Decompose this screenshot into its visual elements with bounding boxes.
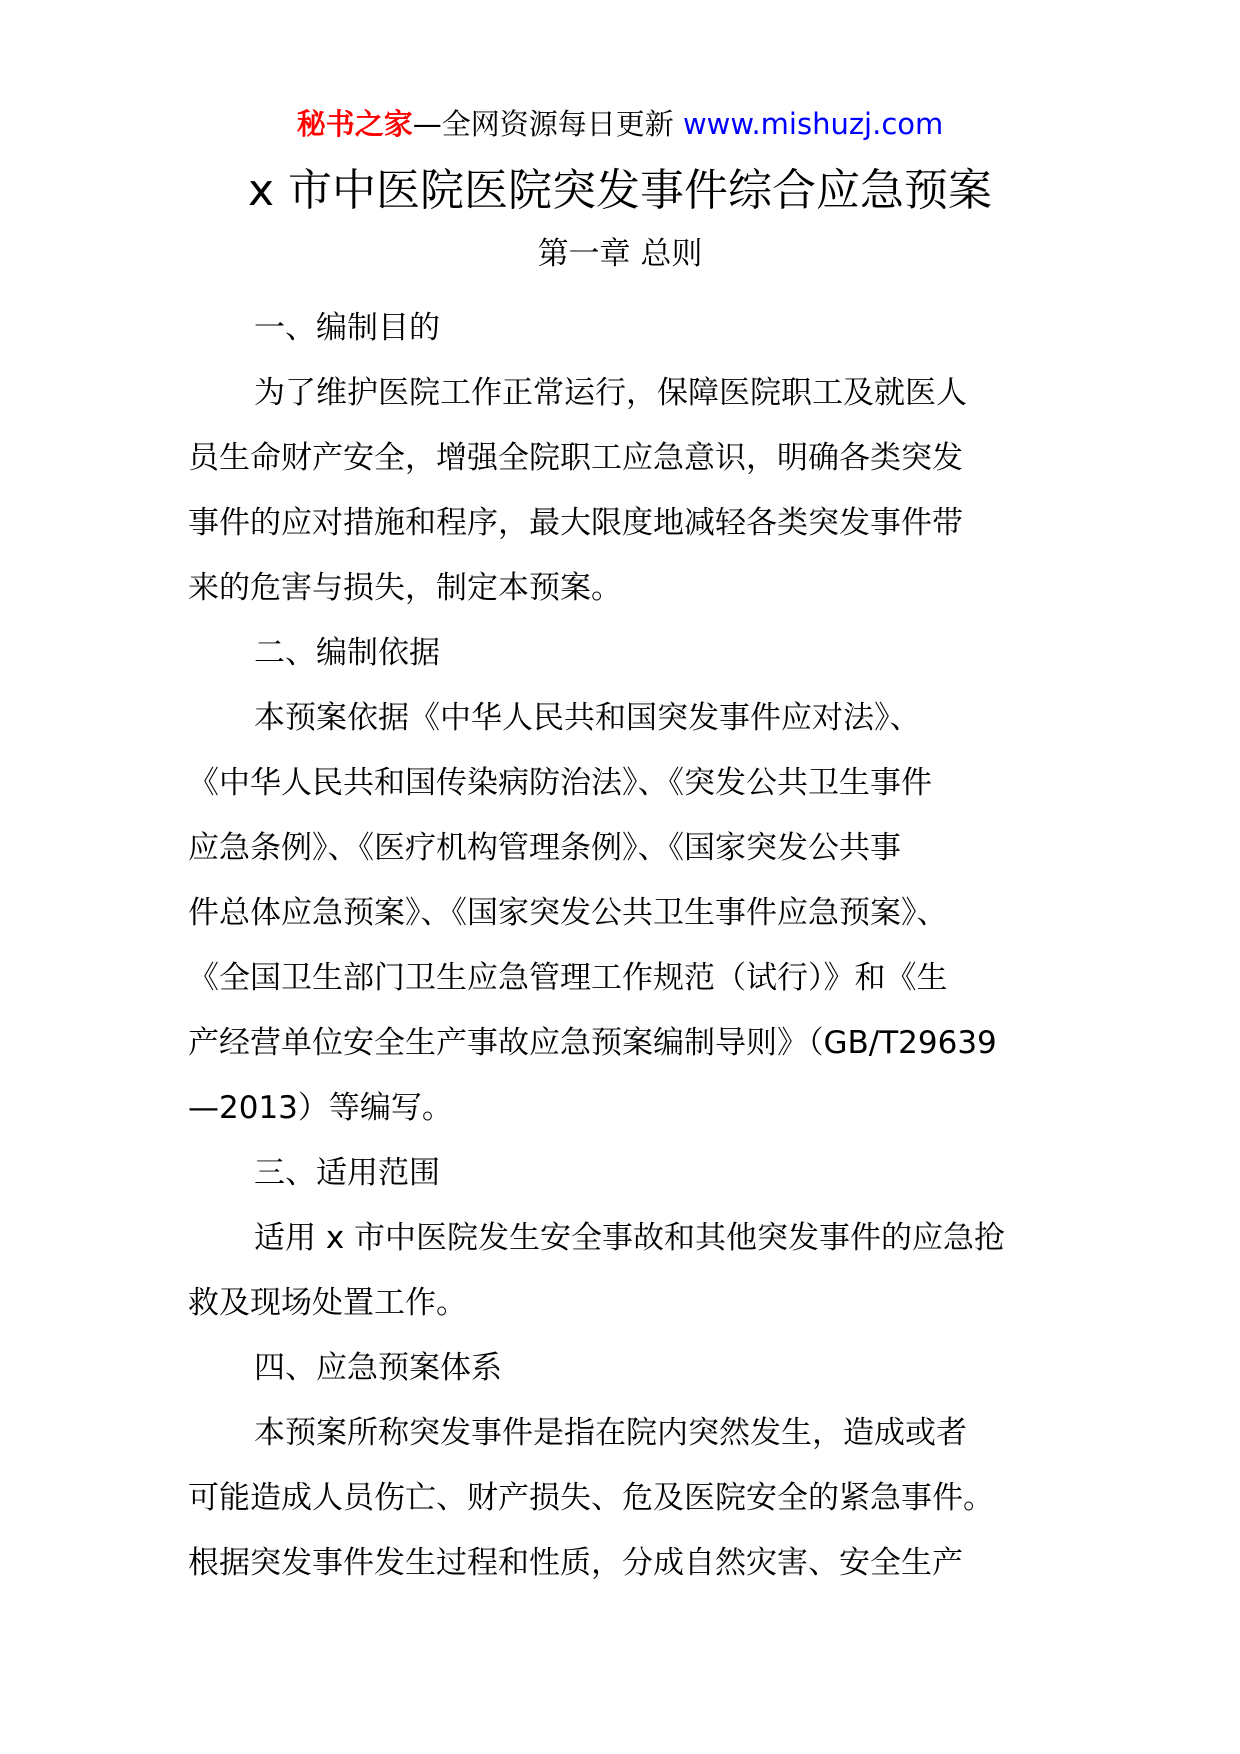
paragraph-line: 可能造成人员伤亡、财产损失、危及医院安全的紧急事件。: [188, 1480, 994, 1516]
section-heading: 二、编制依据: [254, 635, 440, 671]
paragraph-line: 件总体应急预案》、《国家突发公共卫生事件应急预案》、: [188, 895, 948, 931]
banner-site-url[interactable]: www.mishuzj.com: [682, 107, 944, 141]
paragraph-line: 来的危害与损失，制定本预案。: [188, 570, 622, 606]
banner-slogan: —全网资源每日更新: [412, 107, 683, 141]
paragraph-line: 本预案依据《中华人民共和国突发事件应对法》、: [254, 700, 921, 736]
paragraph-line: 员生命财产安全，增强全院职工应急意识，明确各类突发: [188, 440, 963, 476]
site-banner: [0, 102, 1240, 146]
section-heading: 一、编制目的: [254, 310, 440, 346]
paragraph-line: 为了维护医院工作正常运行，保障医院职工及就医人: [254, 375, 967, 411]
section-heading: 四、应急预案体系: [254, 1350, 502, 1386]
paragraph-line: 产经营单位安全生产事故应急预案编制导则》（GB/T29639: [188, 1025, 997, 1061]
paragraph-line: —2013）等编写。: [188, 1090, 453, 1126]
paragraph-line: 《中华人民共和国传染病防治法》、《突发公共卫生事件: [188, 765, 932, 801]
paragraph-line: 应急条例》、《医疗机构管理条例》、《国家突发公共事: [188, 830, 901, 866]
paragraph-line: 适用 x 市中医院发生安全事故和其他突发事件的应急抢: [254, 1220, 1006, 1256]
paragraph-line: 救及现场处置工作。: [188, 1285, 467, 1321]
paragraph-line: 事件的应对措施和程序，最大限度地减轻各类突发事件带: [188, 505, 963, 541]
section-heading: 三、适用范围: [254, 1155, 440, 1191]
paragraph-line: 本预案所称突发事件是指在院内突然发生，造成或者: [254, 1415, 967, 1451]
document-title: x 市中医院医院突发事件综合应急预案: [247, 165, 993, 216]
chapter-heading: 第一章 总则: [537, 236, 703, 272]
paragraph-line: 根据突发事件发生过程和性质，分成自然灾害、安全生产: [188, 1545, 963, 1581]
paragraph-line: 《全国卫生部门卫生应急管理工作规范（试行）》和《生: [188, 960, 948, 996]
document-body: [188, 296, 1050, 1596]
banner-brand: 秘书之家: [296, 107, 413, 141]
